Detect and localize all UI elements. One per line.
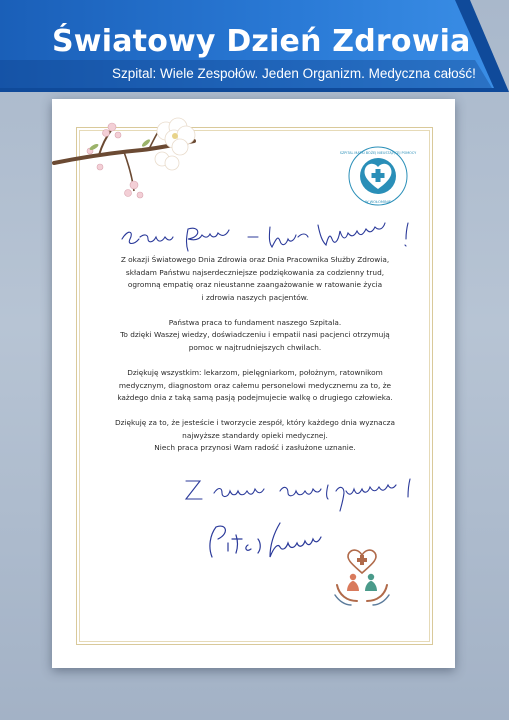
body-line: medycznym, diagnostom oraz całemu personelowi medycznemu za to, że [118,380,392,390]
handwritten-closing [180,471,420,511]
handwritten-salutation [118,217,418,253]
paragraph-2 [96,317,414,355]
body-line: Dziękuję wszystkim: lekarzom, pielęgniarkom, położnym, ratownikom [127,367,383,377]
letter-body [96,254,414,467]
banner-title: Światowy Dzień Zdrowia [52,24,471,59]
seal-bottom-text: W WOŁOMINIE [364,200,392,204]
body-line: i zdrowia naszych pacjentów. [201,292,309,302]
body-line: To dzięki Waszej wiedzy, doświadczeniu i empatii nasi pacjenci otrzymują [120,330,390,340]
hospital-seal-logo [339,145,417,207]
handwritten-signature [202,517,332,567]
paragraph-1 [96,254,414,304]
body-line: każdego dnia z taką samą pasją podejmujecie walkę o drugiego człowieka. [117,393,393,403]
body-line: pomoc w najtrudniejszych chwilach. [188,342,322,352]
body-line: składam Państwu najserdeczniejsze podziękowania za codzienny trud, [125,267,385,277]
body-line: Z okazji Światowego Dnia Zdrowia oraz Dnia Pracownika Służby Zdrowia, [120,255,390,264]
body-line: Dziękuję za to, że jesteście i tworzycie zespół, który każdego dnia wyznacza [114,418,396,428]
paragraph-4 [96,417,414,455]
paragraph-3 [96,367,414,405]
seal-ring-text: SZPITAL MATKI BOŻEJ NIEUSTAJĄCEJ POMOCY [339,151,417,155]
closing-text: Z wyrazami szacunku i podziękowaniami [289,509,311,510]
signature-text: Piotr Kowalski [263,565,271,566]
blossom-branch-icon [54,105,204,215]
body-line: Niech praca przynosi Wam radość i zasłużone uznanie. [154,443,356,453]
letter-page [52,99,455,668]
heart-hands-care-icon [331,547,393,609]
body-line: najwyższe standardy opieki medycznej. [182,430,328,440]
banner-subtitle: Szpital: Wiele Zespołów. Jeden Organizm. Medyczna całość! [112,66,476,81]
header-banner [0,0,509,92]
body-line: ogromną empatię oraz nieustanne zaangażowanie w ratowanie życia [127,280,383,290]
salutation-text: Szanowni Państwo - drodzy Współpracownicy! [256,251,280,252]
body-line: Państwa praca to fundament naszego Szpitala. [168,317,342,327]
